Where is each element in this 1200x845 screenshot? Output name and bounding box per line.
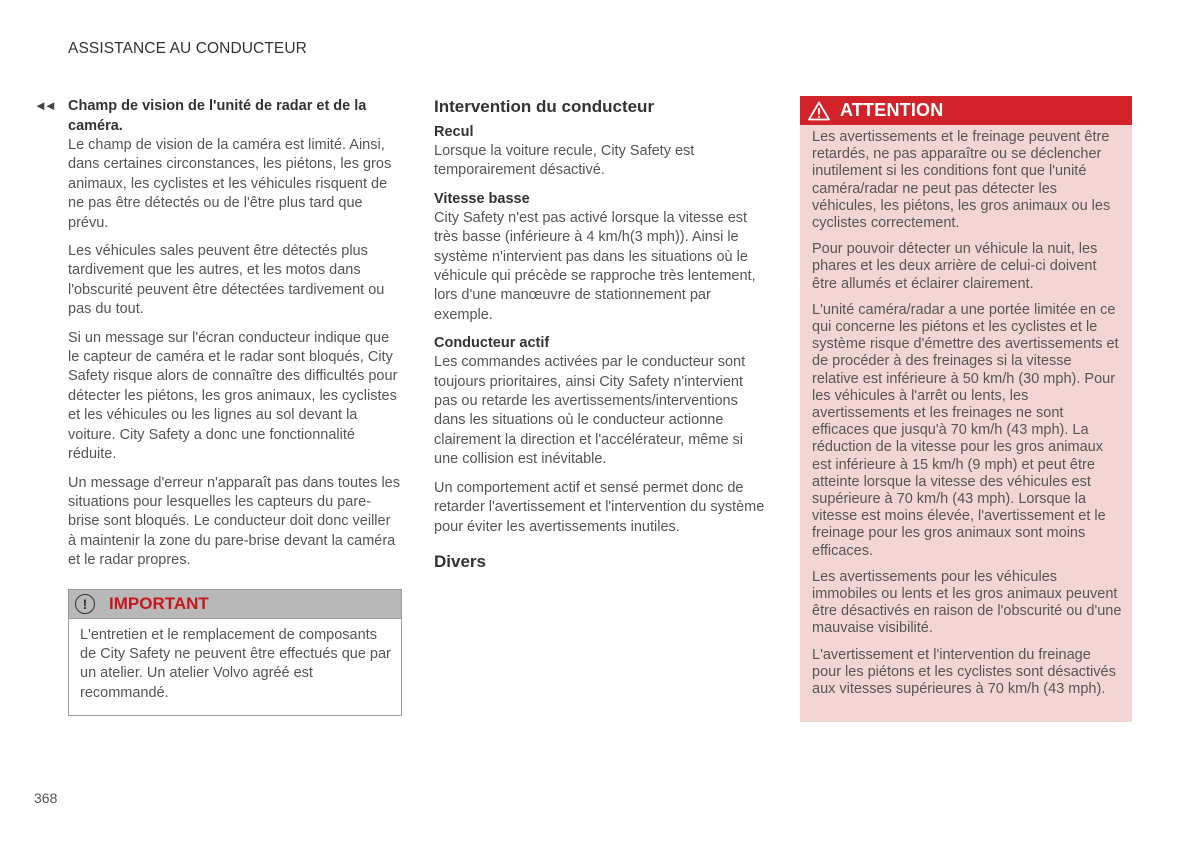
attention-warning-title: ATTENTION [840,100,944,120]
important-notice-title: IMPORTANT [109,593,209,613]
back-arrow-icon[interactable]: ◄◄ [34,98,54,113]
paragraph: Un comportement actif et sensé permet donc de retarder l'avertissement et l'intervention du système pour éviter les avertissements inutiles. [434,479,765,535]
attention-paragraph: Pour pouvoir détecter un véhicule la nuit, les phares et les deux arrière de celui-ci doivent être allumés et éclairer clairement. [812,241,1098,292]
page-header-title: ASSISTANCE AU CONDUCTEUR [68,40,307,57]
paragraph: Les véhicules sales peuvent être détectés plus tardivement que les autres, et les motos dans l'obscurité peuvent être détectées tardivement ou pas du tout. [68,243,385,318]
attention-paragraph: Les avertissements et le freinage peuvent être retardés, ne pas apparaître ou se déclencher inutilement si les conditions font que l'unité caméra/radar ne peut pas détecter les véhicules, les piétons, les gros animaux ou les cyclistes correctement. [812,129,1111,232]
middle-column [434,96,770,578]
subsection-heading-vitesse-basse: Vitesse basse [434,190,530,207]
important-notice-header [69,590,401,619]
subsection-heading-conducteur-actif: Conducteur actif [434,335,550,352]
paragraph: Si un message sur l'écran conducteur indique que le capteur de caméra et le radar sont bloqués, City Safety risque alors de connaître des difficultés pour détecter les piétons, les gros animaux, les cyclistes et les véhicules ou les lignes au sol devant la voiture. City Safety a donc une fonctionnalité réduite. [68,329,398,463]
important-notice-text: L'entretien et le remplacement de composants de City Safety ne peuvent être effectués que par un atelier. Un atelier Volvo agréé est recommandé. [80,626,391,701]
section-title: Intervention du conducteur [434,97,655,116]
left-column [68,96,402,716]
important-notice-box [68,589,402,717]
attention-paragraph: L'unité caméra/radar a une portée limitée en ce qui concerne les piétons et les cyclistes et le système risque d'émettre des avertissements et de procéder à des freinages si la vitesse relative est inférieure à 50 km/h (30 mph). Pour les véhicules à l'arrêt ou lents, les avertissements et les freinages ne sont efficaces que jusqu'à 70 km/h (43 mph). La réduction de la vitesse pour les gros animaux est inférieure à 15 km/h (9 mph) et peut être atteinte lorsque la vitesse des véhicules est supérieure à 70 km/h (43 mph). Lorsque la vitesse est moins élevée, l'avertissement et le freinage pour les gros animaux sont moins efficaces. [812,301,1119,559]
attention-warning-box [800,96,1132,722]
paragraph: Les commandes activées par le conducteur sont toujours prioritaires, ainsi City Safety n'intervient pas ou retarde les avertissements/interventions dans les situations où le conducteur actionne clairement la direction et l'accélérateur, même si une collision est inévitable. [434,354,746,468]
warning-triangle-icon [808,101,830,121]
subsection-title: Champ de vision de l'unité de radar et de la caméra. [68,98,367,134]
exclamation-circle-icon: ! [75,594,95,614]
paragraph: Lorsque la voiture recule, City Safety est temporairement désactivé. [434,143,695,179]
attention-paragraph: Les avertissements pour les véhicules immobiles ou lents et les gros animaux peuvent être désactivés en raison de l'obscurité ou d'une mauvaise visibilité. [812,568,1122,637]
paragraph: Le champ de vision de la caméra est limité. Ainsi, dans certaines circonstances, les piétons, les gros animaux, les cyclistes et les véhicules risquent de ne pas être détectés ou de l'être plus tard que prévu. [68,137,392,231]
section-title-divers: Divers [434,551,486,571]
attention-paragraph: L'avertissement et l'intervention du freinage pour les piétons et les cyclistes sont désactivés aux vitesses supérieures à 70 km/h (43 mph). [812,646,1116,698]
paragraph: Un message d'erreur n'apparaît pas dans toutes les situations pour lesquelles les capteurs du pare-brise sont bloqués. Le conducteur doit donc veiller à maintenir la zone du pare-brise devant la caméra et le radar propres. [68,474,400,569]
subsection-heading-recul: Recul [434,124,474,140]
page-number: 368 [34,790,58,806]
paragraph: City Safety n'est pas activé lorsque la vitesse est très basse (inférieure à 4 km/h(3 mph)). Ainsi le système n'intervient pas dans les situations où le véhicule qui précède se rapproche très lentement, lors d'une manœuvre de stationnement par exemple. [434,209,756,323]
attention-warning-header [800,96,1132,125]
